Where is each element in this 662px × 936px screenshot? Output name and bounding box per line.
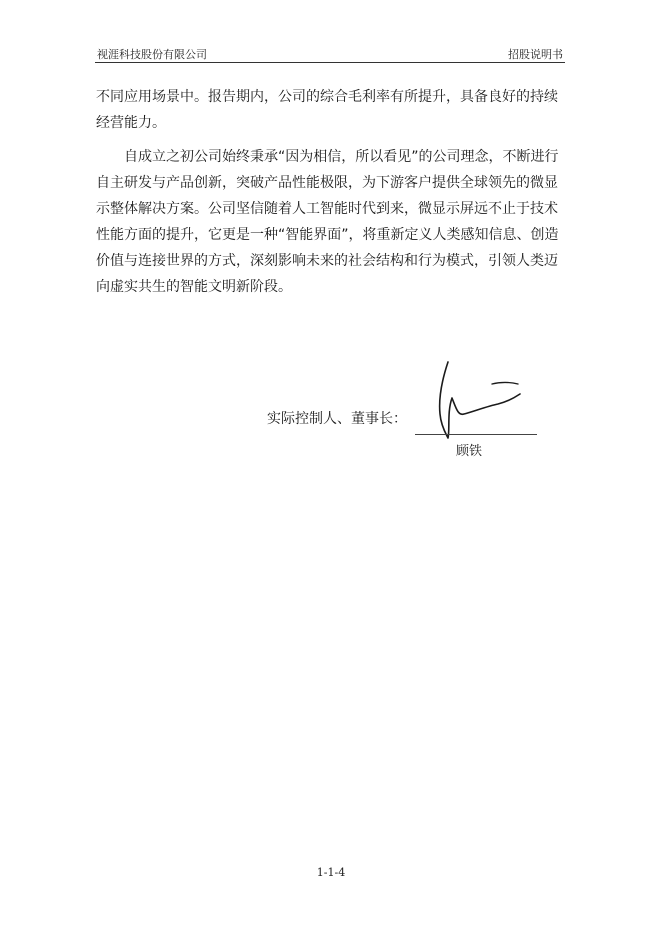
- page-header: [95, 44, 565, 63]
- paragraph-1: 不同应用场景中。报告期内，公司的综合毛利率有所提升，具备良好的持续经营能力。: [96, 89, 558, 131]
- page-number: 1-1-4: [316, 866, 346, 879]
- header-company-name: 视涯科技股份有限公司: [97, 48, 207, 61]
- signature-line: [415, 434, 537, 435]
- signature-label: 实际控制人、董事长：: [267, 411, 407, 427]
- header-document-type: 招股说明书: [508, 48, 563, 61]
- signatory-name: 顾铁: [456, 444, 483, 459]
- handwritten-signature: [430, 354, 530, 454]
- paragraph-2: 自成立之初公司始终秉承“因为相信，所以看见”的公司理念，不断进行自主研发与产品创新，突破产品性能极限，为下游客户提供全球领先的微显示整体解决方案。公司坚信随着人工智能时代到来，微显示屏远不止于技术性能方面的提升，它更是一种“智能界面”，将重新定义人类感知信息、创造价值与连接世界的方式，深刻影响未来的社会结构和行为模式，引领人类迈向虚实共生的智能文明新阶段。: [96, 149, 559, 295]
